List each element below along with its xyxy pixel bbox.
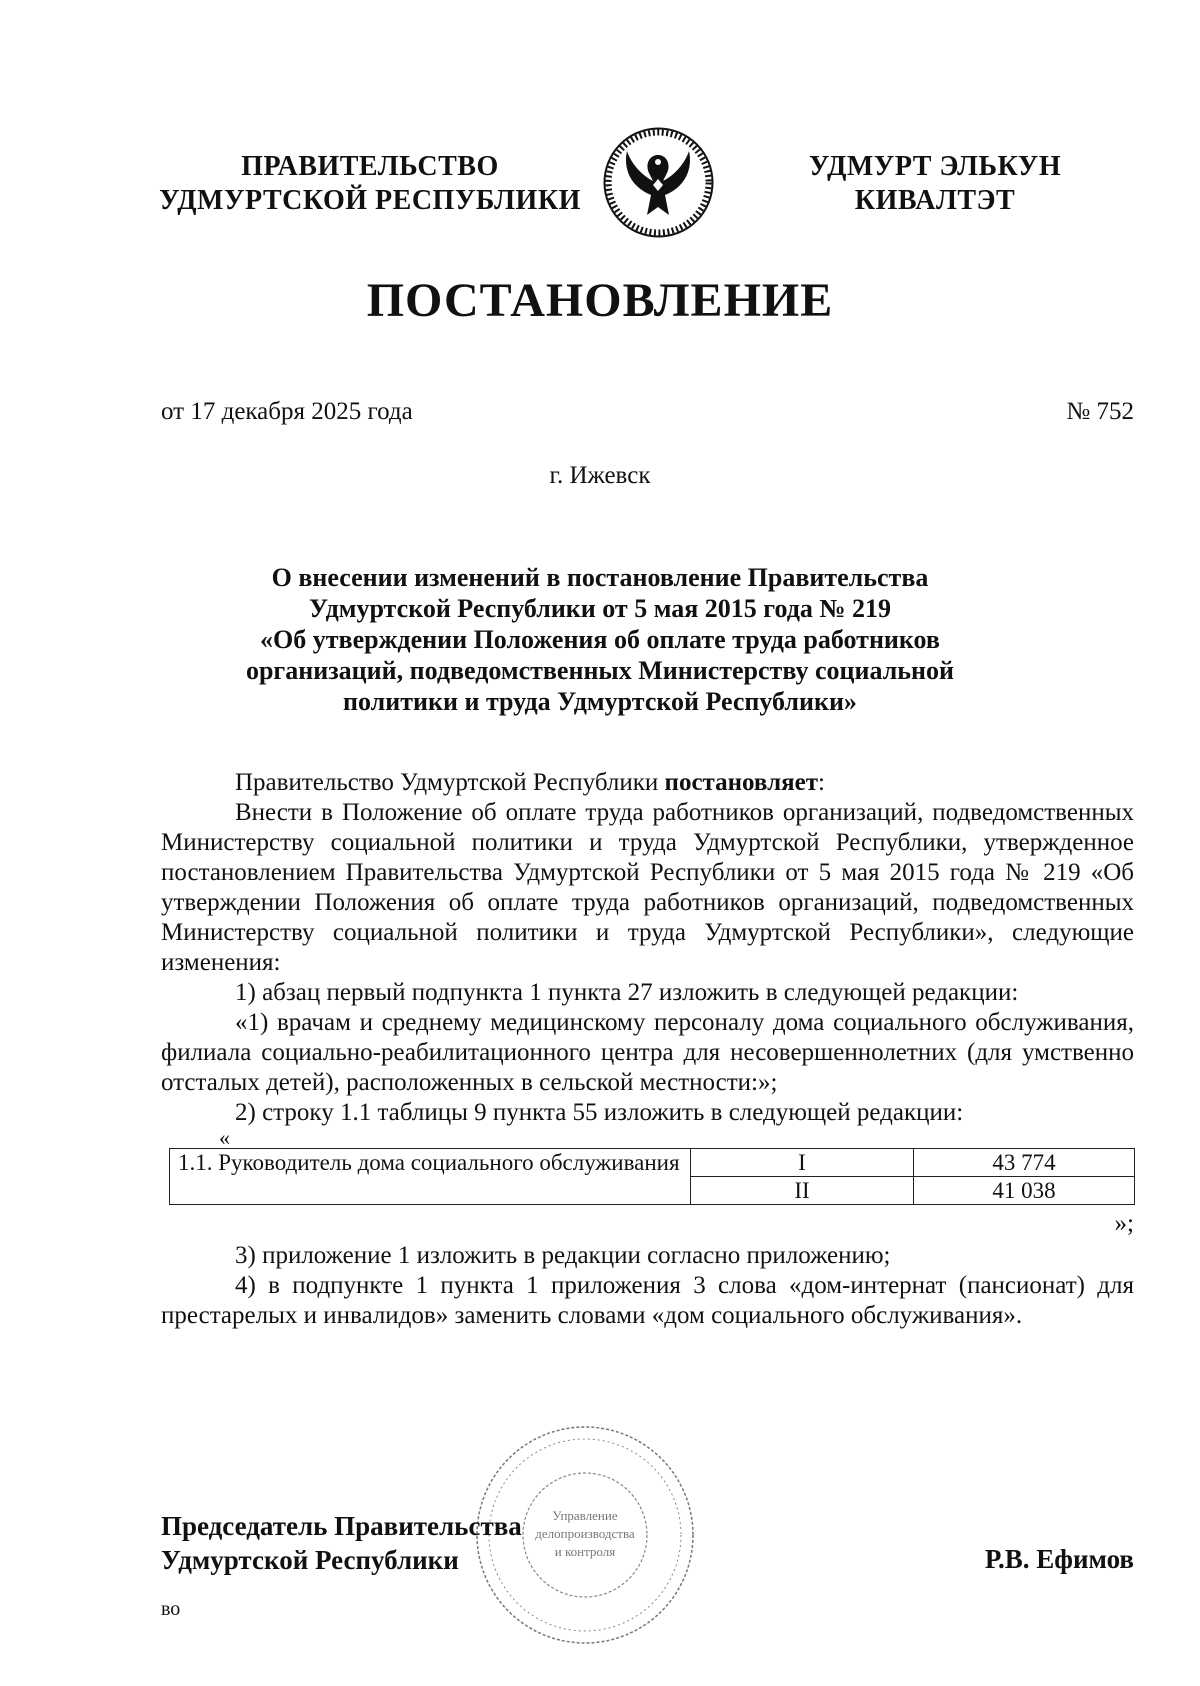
table-row: [170, 1149, 1135, 1177]
table-cell-value: 41 038: [914, 1177, 1135, 1205]
subject-line: О внесении изменений в постановление Правительства: [271, 563, 929, 592]
table-cell-label: 1.1. Руководитель дома социального обслуживания: [170, 1149, 691, 1205]
stamp-text: делопроизводства: [535, 1526, 635, 1541]
quote-close: »;: [1114, 1210, 1134, 1237]
header-left: [150, 150, 590, 218]
document-body: [161, 768, 1134, 1331]
stamp-text: и контроля: [554, 1544, 616, 1559]
document-number: № 752: [1066, 398, 1134, 425]
header-left-line2: УДМУРТСКОЙ РЕСПУБЛИКИ: [159, 185, 581, 216]
stamp-text: Управление: [552, 1508, 618, 1523]
salary-table: [169, 1148, 1135, 1205]
paragraph-item4: 4) в подпункте 1 пункта 1 приложения 3 слова «дом-интернат (пансионат) для престарелых и инвалидов» заменить словами «дом социального обслуживания».: [161, 1272, 1134, 1329]
table-cell-value: 43 774: [914, 1149, 1135, 1177]
subject-line: Удмуртской Республики от 5 мая 2015 года № 219: [309, 594, 891, 623]
intro-text: Правительство Удмуртской Республики: [235, 769, 659, 796]
subject-line: политики и труда Удмуртской Республики»: [343, 687, 857, 716]
header-right: [800, 150, 1070, 218]
document-subject: [170, 562, 1030, 717]
document-title: ПОСТАНОВЛЕНИЕ: [366, 274, 834, 327]
signature-name: Р.В. Ефимов: [984, 1544, 1134, 1574]
intro-colon: :: [818, 769, 825, 796]
paragraph-item1: 1) абзац первый подпункта 1 пункта 27 изложить в следующей редакции:: [235, 979, 1019, 1006]
paragraph-main: Внести в Положение об оплате труда работников организаций, подведомственных Министерству социальной политики и труда Удмуртской Республики, утвержденное постановлением Правительства Удмуртской Республики от 5 мая 2015 года № 219 «Об утверждении Положения об оплате труда работников организаций, подведомственных Министерству социальной политики и труда Удмуртской Республики», следующие изменения:: [161, 799, 1134, 976]
intro-paragraph: [161, 768, 1134, 798]
intro-keyword: постановляет: [664, 769, 819, 796]
signature-post-line2: Удмуртской Республики: [161, 1545, 459, 1575]
paragraph-item1-quote: «1) врачам и среднему медицинскому персоналу дома социального обслуживания, филиала социально-реабилитационного центра для несовершеннолетних (для умственно отсталых детей), расположенных в сельской местности:»;: [161, 1009, 1134, 1096]
document-date: от 17 декабря 2025 года: [161, 398, 413, 425]
paragraph-item3: 3) приложение 1 изложить в редакции согласно приложению;: [235, 1242, 891, 1269]
subject-line: «Об утверждении Положения об оплате труда работников: [260, 625, 940, 654]
executor-initials: во: [161, 1598, 181, 1620]
quote-open: «: [219, 1125, 230, 1150]
paragraph-item2: 2) строку 1.1 таблицы 9 пункта 55 изложить в следующей редакции:: [235, 1099, 964, 1126]
signature-post: [161, 1509, 522, 1577]
table-cell-group: I: [691, 1149, 914, 1177]
subject-line: организаций, подведомственных Министерству социальной: [245, 656, 955, 685]
table-cell-group: II: [691, 1177, 914, 1205]
header-right-line2: КИВАЛТЭТ: [854, 185, 1016, 216]
signature-post-line1: Председатель Правительства: [161, 1511, 522, 1541]
header-left-line1: ПРАВИТЕЛЬСТВО: [241, 151, 499, 182]
udmurt-emblem-icon: [601, 125, 716, 240]
document-city: г. Ижевск: [549, 462, 651, 489]
header-right-line1: УДМУРТ ЭЛЬКУН: [808, 151, 1062, 182]
